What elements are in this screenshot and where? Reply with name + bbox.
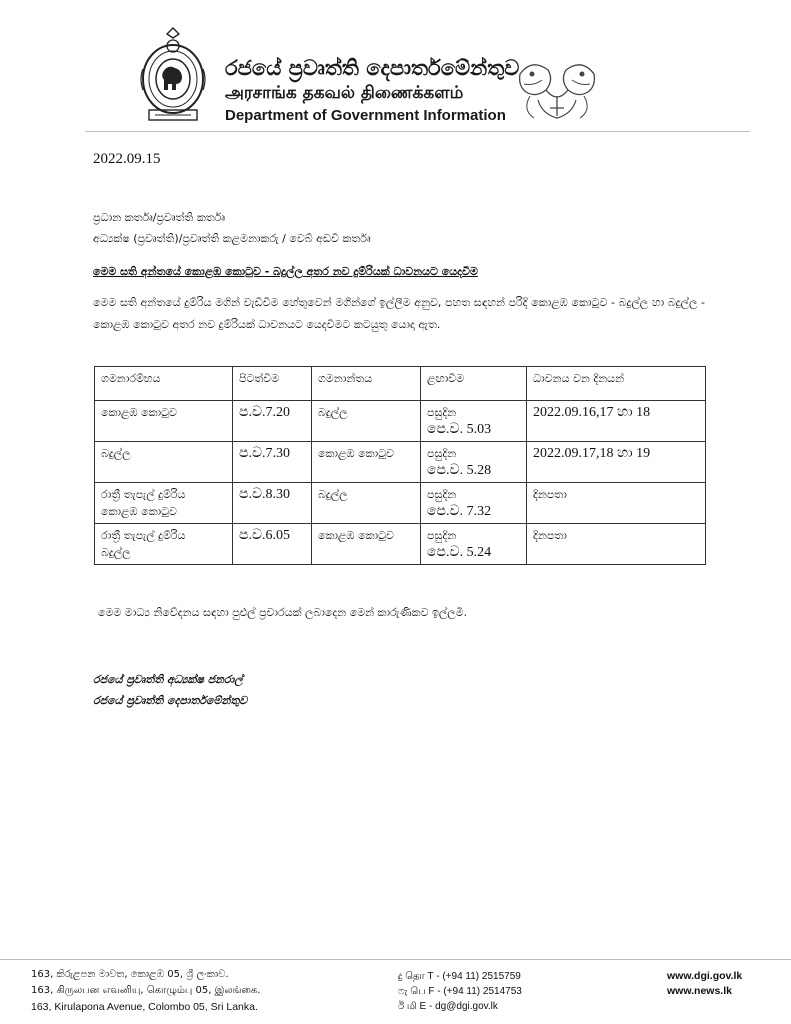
cell-departure: ප.ව.7.20 bbox=[233, 401, 312, 442]
cell-text: බදුල්ල bbox=[101, 546, 131, 559]
cell-running-days: 2022.09.17,18 හා 19 bbox=[527, 442, 706, 483]
letter-date: 2022.09.15 bbox=[93, 151, 161, 167]
cell-origin bbox=[95, 524, 233, 565]
closing-request: මෙම මාධ්‍ය නිවේදනය සඳහා පුළුල් ප්‍රචාරයක් ලබාදෙන මෙන් කාරුණිකව ඉල්ලමි. bbox=[98, 606, 468, 619]
table-row bbox=[95, 442, 706, 483]
footer-websites bbox=[667, 969, 742, 999]
signature-department: රජයේ ප්‍රවෘත්ති දෙපාර්තමේන්තුව bbox=[93, 694, 248, 707]
cell-destination: බදුල්ල bbox=[312, 483, 421, 524]
header-origin: ගමනාරම්භය bbox=[95, 367, 233, 401]
table-header-row bbox=[95, 367, 706, 401]
footer-address bbox=[31, 967, 260, 1015]
header-running-days: ධාවනය වන දිනයන් bbox=[527, 367, 706, 401]
recipient-line-1: ප්‍රධාන කර්තෘ/ප්‍රවෘත්ති කර්තෘ bbox=[93, 211, 225, 224]
cell-destination: කොළඹ කොටුව bbox=[312, 442, 421, 483]
cell-running-days: 2022.09.16,17 හා 18 bbox=[527, 401, 706, 442]
cell-text: පසුදින bbox=[427, 447, 457, 460]
website-link-news[interactable]: www.news.lk bbox=[667, 985, 732, 997]
cell-running-days: දිනපතා bbox=[527, 524, 706, 565]
org-name-tamil: அரசாங்க தகவல் திணைக்களம் bbox=[225, 83, 464, 103]
cell-text: පෙ.ව. 5.03 bbox=[427, 422, 492, 437]
header-arrival: ළඟාවීම bbox=[421, 367, 527, 401]
cell-text: පෙ.ව. 5.28 bbox=[427, 463, 492, 478]
department-logo-icon bbox=[512, 56, 602, 126]
cell-text: රාත්‍රී තැපැල් දුම්රිය bbox=[101, 529, 186, 542]
cell-arrival bbox=[421, 483, 527, 524]
website-link-dgi[interactable]: www.dgi.gov.lk bbox=[667, 970, 743, 982]
cell-destination: බදුල්ල bbox=[312, 401, 421, 442]
address-english: 163, Kirulapona Avenue, Colombo 05, Sri Lanka. bbox=[31, 1001, 258, 1013]
signature-title: රජයේ ප්‍රවෘත්ති අධ්‍යක්ෂ ජනරාල් bbox=[93, 673, 243, 686]
letter-subject: මෙම සති අන්තයේ කොළඹ කොටුව - බදුල්ල අතර නව දුම්රියක් ධාවනයට යෙදවීම bbox=[93, 265, 478, 278]
org-name-sinhala: රජයේ ප්‍රවෘත්ති දෙපාර්තමේන්තුව bbox=[225, 56, 520, 80]
table-row bbox=[95, 483, 706, 524]
header-destination: ගමනාන්තය bbox=[312, 367, 421, 401]
email-address[interactable]: ඊ மி E - dg@dgi.gov.lk bbox=[398, 1001, 498, 1012]
cell-arrival bbox=[421, 401, 527, 442]
national-emblem-icon bbox=[135, 24, 211, 124]
cell-departure: ප.ව.7.30 bbox=[233, 442, 312, 483]
table-row bbox=[95, 524, 706, 565]
fax-number: ෆැ பெ F - (+94 11) 2514753 bbox=[398, 986, 522, 997]
address-tamil: 163, கிருலபன எவனியு, கொழும்பு 05, இலங்கை. bbox=[31, 985, 261, 996]
header-divider bbox=[85, 131, 750, 132]
table-row bbox=[95, 401, 706, 442]
cell-text: පසුදින bbox=[427, 488, 457, 501]
train-schedule-table bbox=[94, 366, 706, 565]
address-sinhala: 163, කිරුළපන මාවත, කොළඹ 05, ශ්‍රී ලංකාව. bbox=[31, 969, 229, 980]
cell-destination: කොළඹ කොටුව bbox=[312, 524, 421, 565]
cell-text: බදුල්ල bbox=[101, 447, 131, 460]
cell-origin bbox=[95, 483, 233, 524]
cell-text: කොළඹ කොටුව bbox=[101, 505, 177, 518]
cell-text: පසුදින bbox=[427, 406, 457, 419]
cell-origin bbox=[95, 442, 233, 483]
cell-text: පෙ.ව. 5.24 bbox=[427, 545, 492, 560]
cell-arrival bbox=[421, 524, 527, 565]
cell-text: රාත්‍රී තැපැල් දුම්රිය bbox=[101, 488, 186, 501]
cell-text: කොළඹ කොටුව bbox=[101, 406, 177, 419]
cell-text: පෙ.ව. 7.32 bbox=[427, 504, 492, 519]
cell-departure: ප.ව.6.05 bbox=[233, 524, 312, 565]
recipient-line-2: අධ්‍යක්ෂ (ප්‍රවෘත්ති)/ප්‍රවෘත්ති කළමනාකරු / වෙබ් අඩවි කර්තෘ bbox=[93, 232, 371, 245]
cell-running-days: දිනපතා bbox=[527, 483, 706, 524]
cell-departure: ප.ව.8.30 bbox=[233, 483, 312, 524]
letterhead bbox=[0, 0, 791, 135]
org-name-english: Department of Government Information bbox=[225, 107, 506, 124]
organization-name bbox=[225, 55, 519, 127]
phone-number: දු தொ T - (+94 11) 2515759 bbox=[398, 971, 521, 982]
signature-block bbox=[93, 669, 247, 711]
letter-body: මෙම සති අන්තයේ දුම්රිය මගින් වැඩිවීම හේතුවෙන් මගීන්ගේ ඉල්ලීම අනුව, පහත සඳහන් පරිදි කොළඹ කොටුව - බදුල්ල හා බදුල්ල - කොළඹ කොටුව අතර නව දුම්රියක් ධාවනයට යෙදවීමට කටයුතු යොදා ඇත. bbox=[93, 296, 705, 331]
footer-divider bbox=[0, 959, 791, 960]
cell-origin bbox=[95, 401, 233, 442]
header-departure: පිටත්වීම bbox=[233, 367, 312, 401]
cell-text: පසුදින bbox=[427, 529, 457, 542]
cell-arrival bbox=[421, 442, 527, 483]
footer-contact bbox=[398, 969, 522, 1014]
